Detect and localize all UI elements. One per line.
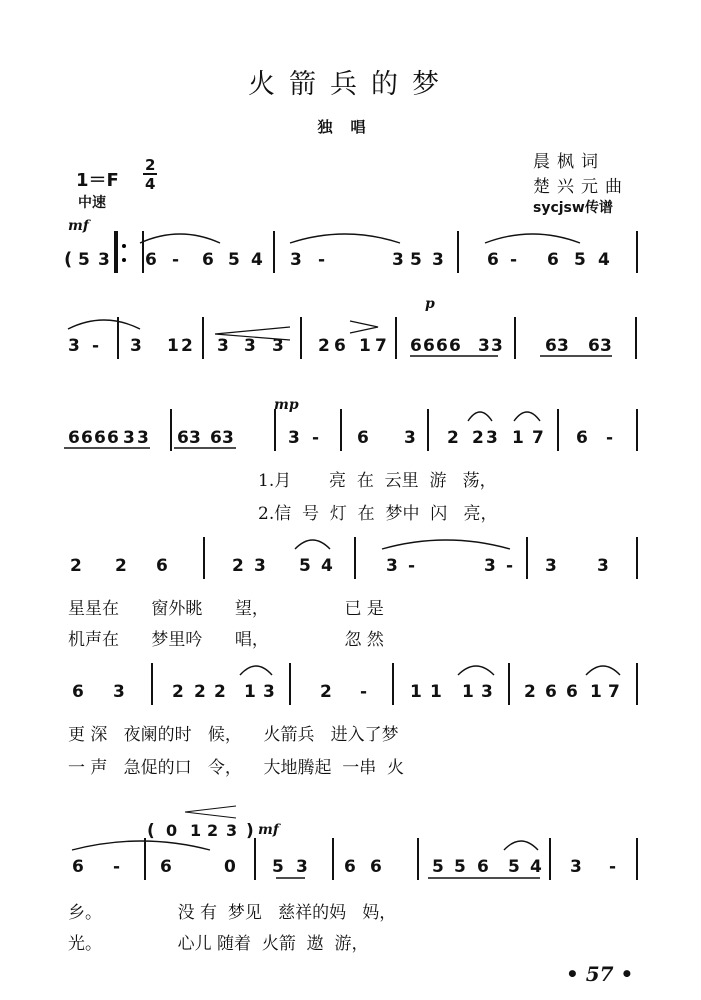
note-digit: 6 xyxy=(344,857,356,877)
note-digit: 3 xyxy=(290,250,302,270)
note-digit: 6 xyxy=(370,857,382,877)
note-digit: 7 xyxy=(375,336,387,356)
note-digit: 4 xyxy=(321,556,333,576)
note-digit: 3 xyxy=(226,821,238,840)
note-digit: 6 xyxy=(545,682,557,702)
note-digit: 7 xyxy=(608,682,620,702)
slur-arc xyxy=(504,841,538,850)
time-signature xyxy=(143,156,157,193)
note-digit: - xyxy=(172,250,180,270)
lyric-line4-verse1: 乡。 没 有 梦见 慈祥的妈 妈， xyxy=(68,903,397,923)
note-digit: 6 xyxy=(94,428,106,448)
lyric-line1-verse1: 1.月 亮 在 云里 游 荡， xyxy=(258,471,497,491)
note-digit: 6 xyxy=(576,428,588,448)
note-digit: 6 xyxy=(588,336,600,356)
slur-arc xyxy=(290,234,400,243)
note-digit: 6 xyxy=(566,682,578,702)
note-digit: 6 xyxy=(177,428,189,448)
song-title: 火箭兵的梦 xyxy=(248,69,453,100)
note-digit: 7 xyxy=(532,428,544,448)
note-digit: 1 xyxy=(590,682,602,702)
note-digit: 2 xyxy=(318,336,330,356)
note-digit: 5 xyxy=(299,556,311,576)
note-digit: 3 xyxy=(557,336,569,356)
note-digit: - xyxy=(312,428,320,448)
note-digit: - xyxy=(113,857,121,877)
note-digit: 6 xyxy=(357,428,369,448)
note-digit: 1 xyxy=(430,682,442,702)
note-digit: 2 xyxy=(472,428,484,448)
note-digit: 6 xyxy=(487,250,499,270)
note-digit: 3 xyxy=(478,336,490,356)
note-digit: 3 xyxy=(597,556,609,576)
note-digit: 3 xyxy=(272,336,284,356)
slur-arc xyxy=(295,540,330,549)
note-digit: 0 xyxy=(166,821,178,840)
slur-arc xyxy=(72,841,210,850)
note-digit: 3 xyxy=(189,428,201,448)
key-signature: 1＝F xyxy=(76,170,119,191)
note-digit: 4 xyxy=(530,857,542,877)
note-digit: 2 xyxy=(207,821,219,840)
note-digit: - xyxy=(609,857,617,877)
lyric-line3-verse2: 一 声 急促的口 令， 大地腾起 一串 火 xyxy=(68,758,405,778)
note-digit: 6 xyxy=(545,336,557,356)
note-digit: 5 xyxy=(228,250,240,270)
staff-notation xyxy=(64,231,637,880)
note-digit: - xyxy=(506,556,514,576)
slur-arc xyxy=(458,666,494,675)
lyric-line3-verse1: 更 深 夜阑的时 候， 火箭兵 进入了梦 xyxy=(68,725,399,745)
note-digit: 1 xyxy=(244,682,256,702)
crescendo-hairpin xyxy=(185,806,236,818)
accent-mark xyxy=(350,321,378,333)
note-digit: 6 xyxy=(477,857,489,877)
note-digit: 1 xyxy=(167,336,179,356)
note-digit: 6 xyxy=(107,428,119,448)
transcriber-credit: sycjsw传谱 xyxy=(533,200,613,216)
note-digit: 5 xyxy=(508,857,520,877)
note-digit: 3 xyxy=(570,857,582,877)
note-digit: 1 xyxy=(410,682,422,702)
note-digit: 4 xyxy=(251,250,263,270)
note-digit: 6 xyxy=(410,336,422,356)
note-digit: 6 xyxy=(156,556,168,576)
note-digit: - xyxy=(92,336,100,356)
note-digit: 6 xyxy=(72,857,84,877)
song-subtitle: 独唱 xyxy=(317,118,384,136)
note-digit: 5 xyxy=(78,250,90,270)
tempo-marking: 中速 xyxy=(78,195,106,211)
note-digit: - xyxy=(606,428,614,448)
dynamic-mf-interlude: mf xyxy=(258,822,279,838)
note-digit: 2 xyxy=(194,682,206,702)
note-digit: 3 xyxy=(137,428,149,448)
slur-arc xyxy=(140,234,220,243)
repeat-dot xyxy=(122,244,126,248)
note-digit: 1 xyxy=(512,428,524,448)
slur-arc xyxy=(485,234,580,243)
dynamic-mp: mp xyxy=(274,397,299,413)
note-digit: 1 xyxy=(190,821,202,840)
note-digit: - xyxy=(408,556,416,576)
note-digit: 3 xyxy=(98,250,110,270)
svg-text:4: 4 xyxy=(145,175,156,193)
repeat-dot xyxy=(122,258,126,262)
note-digit: 6 xyxy=(449,336,461,356)
note-digit: 3 xyxy=(486,428,498,448)
lyric-line1-verse2: 2.信 号 灯 在 梦中 闪 亮， xyxy=(258,504,498,524)
note-digit: - xyxy=(360,682,368,702)
note-digit: 6 xyxy=(145,250,157,270)
composer-credit: 楚兴元曲 xyxy=(533,177,629,197)
slur-arc xyxy=(240,666,272,675)
note-digit: 3 xyxy=(123,428,135,448)
note-digit: 3 xyxy=(545,556,557,576)
note-digit: 3 xyxy=(404,428,416,448)
note-digit: 2 xyxy=(181,336,193,356)
note-digit: 2 xyxy=(214,682,226,702)
note-digit: 6 xyxy=(160,857,172,877)
note-digit: 6 xyxy=(436,336,448,356)
note-digit: 5 xyxy=(272,857,284,877)
paren-glyph: ( xyxy=(147,821,155,841)
dynamic-p: p xyxy=(425,296,435,312)
slur-arc xyxy=(382,540,510,549)
note-digit: 3 xyxy=(432,250,444,270)
note-digit: 5 xyxy=(454,857,466,877)
note-digit: 2 xyxy=(524,682,536,702)
note-digit: 3 xyxy=(217,336,229,356)
note-digit: 3 xyxy=(484,556,496,576)
note-digit: 5 xyxy=(574,250,586,270)
note-digit: 0 xyxy=(224,857,236,877)
note-digit: 3 xyxy=(113,682,125,702)
note-digit: 6 xyxy=(68,428,80,448)
note-digit: 3 xyxy=(296,857,308,877)
dynamic-mf-intro: mf xyxy=(68,218,89,234)
note-digit: - xyxy=(510,250,518,270)
note-digit: 3 xyxy=(130,336,142,356)
note-digit: 2 xyxy=(447,428,459,448)
note-digit: 3 xyxy=(244,336,256,356)
note-digit: 3 xyxy=(491,336,503,356)
note-digit: 3 xyxy=(386,556,398,576)
slur-arc xyxy=(468,412,492,421)
slur-arc xyxy=(586,666,620,675)
note-digit: 2 xyxy=(172,682,184,702)
note-digit: 5 xyxy=(432,857,444,877)
note-digit: 3 xyxy=(263,682,275,702)
note-digit: 2 xyxy=(320,682,332,702)
note-digit: 4 xyxy=(598,250,610,270)
lyric-line2-verse2: 机声在 梦里吟 唱， 忽 然 xyxy=(68,630,384,650)
lyric-line2-verse1: 星星在 窗外眺 望， 已 是 xyxy=(68,599,384,619)
note-digit: 6 xyxy=(72,682,84,702)
page-number: • 57 • xyxy=(566,962,634,986)
note-digit: 3 xyxy=(222,428,234,448)
slur-arc xyxy=(68,320,140,329)
note-digit: 3 xyxy=(481,682,493,702)
lyricist-credit: 晨枫词 xyxy=(533,152,605,172)
note-digit: 3 xyxy=(392,250,404,270)
note-digit: 6 xyxy=(423,336,435,356)
note-digit: 6 xyxy=(547,250,559,270)
slur-arc xyxy=(514,412,540,421)
note-digit: 3 xyxy=(288,428,300,448)
note-digit: 6 xyxy=(334,336,346,356)
note-digit: - xyxy=(318,250,326,270)
note-digit: 1 xyxy=(359,336,371,356)
note-digit: 3 xyxy=(254,556,266,576)
paren-glyph: ( xyxy=(64,249,73,270)
note-digit: 5 xyxy=(410,250,422,270)
note-digit: 1 xyxy=(462,682,474,702)
note-digit: 3 xyxy=(600,336,612,356)
paren-glyph: ) xyxy=(246,821,254,841)
note-digit: 3 xyxy=(68,336,80,356)
note-digit: 6 xyxy=(210,428,222,448)
note-digit: 6 xyxy=(202,250,214,270)
lyric-line4-verse2: 光。 心儿 随着 火箭 遨 游， xyxy=(68,934,369,954)
note-digit: 2 xyxy=(115,556,127,576)
svg-text:2: 2 xyxy=(145,156,156,174)
note-digit: 2 xyxy=(232,556,244,576)
note-digit: 6 xyxy=(81,428,93,448)
note-digit: 2 xyxy=(70,556,82,576)
